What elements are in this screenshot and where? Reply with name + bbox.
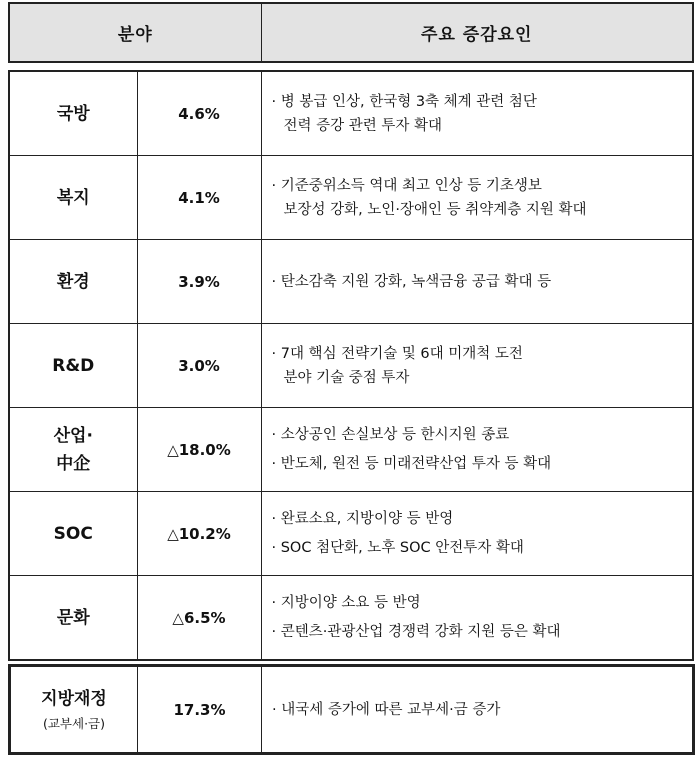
bullet-item [272, 423, 685, 447]
field-cell [9, 408, 137, 492]
bullet-item [272, 536, 685, 560]
field-sublabel: (교부세·금) [42, 715, 106, 731]
factors-cell: · 내국세 증가에 따른 교부세·금 증가 [262, 666, 694, 754]
bullet-item [272, 452, 685, 476]
bullet-line: · 반도체, 원전 등 미래전략산업 투자 등 확대 [271, 456, 552, 472]
bullet-line: · 완료소요, 지방이양 등 반영 [271, 511, 454, 527]
field-cell: SOC [9, 492, 137, 576]
field-cell: 환경 [9, 240, 137, 324]
factors-cell [261, 408, 693, 492]
rate-cell: 3.0% [137, 324, 261, 408]
table-row [9, 324, 693, 408]
rate-cell: △18.0% [137, 408, 261, 492]
header-table [8, 2, 694, 63]
rate-cell: △10.2% [137, 492, 261, 576]
rate-cell: 4.6% [137, 71, 261, 156]
budget-table-body [9, 71, 693, 660]
bullet-line: · SOC 첨단화, 노후 SOC 안전투자 확대 [271, 540, 524, 556]
bullet-line: · 기준중위소득 역대 최고 인상 등 기초생보 [271, 177, 542, 194]
rate-cell: 3.9% [137, 240, 261, 324]
field-label-line: 中企 [56, 453, 91, 474]
bullet-line: 분야 기술 중점 투자 [283, 369, 410, 386]
bullet-item [272, 342, 685, 390]
bullet-item [272, 90, 685, 138]
factors-cell [261, 156, 693, 240]
bullet-item [272, 174, 685, 222]
table-row [10, 666, 694, 754]
bullet-item [272, 507, 685, 531]
rate-cell: △6.5% [137, 576, 261, 661]
bullet-line: · 탄소감축 지원 강화, 녹색금융 공급 확대 등 [271, 273, 552, 290]
bullet-line: · 7대 핵심 전략기술 및 6대 미개척 도전 [271, 345, 523, 362]
table-row [9, 71, 693, 156]
field-cell: R&D [9, 324, 137, 408]
field-cell [10, 666, 138, 754]
bullet-line: 전력 증강 관련 투자 확대 [283, 117, 443, 134]
bullet-item [272, 620, 685, 644]
rate-cell: 17.3% [138, 666, 262, 754]
table-row [9, 156, 693, 240]
bullet-line: · 병 봉급 인상, 한국형 3축 체계 관련 첨단 [271, 93, 537, 110]
field-cell: 문화 [9, 576, 137, 661]
table-row [9, 240, 693, 324]
factors-header: 주요 증감요인 [261, 3, 693, 62]
local-finance-table [8, 664, 695, 755]
field-cell: 복지 [9, 156, 137, 240]
factors-cell [261, 240, 693, 324]
factors-cell [261, 324, 693, 408]
field-label: 지방재정 [41, 688, 107, 709]
factors-cell [261, 492, 693, 576]
table-row [9, 492, 693, 576]
bullet-item [272, 591, 685, 615]
bullet-line: 보장성 강화, 노인·장애인 등 취약계층 지원 확대 [283, 201, 587, 218]
field-label-line: 산업· [53, 425, 93, 446]
table-row [9, 576, 693, 661]
table-row [9, 408, 693, 492]
factors-cell [261, 71, 693, 156]
budget-table [8, 70, 694, 661]
factors-cell [261, 576, 693, 661]
field-cell: 국방 [9, 71, 137, 156]
field-header: 분야 [9, 3, 261, 62]
bullet-line: · 콘텐츠·관광산업 경쟁력 강화 지원 등은 확대 [271, 624, 561, 640]
bullet-line: · 지방이양 소요 등 반영 [271, 595, 421, 611]
rate-cell: 4.1% [137, 156, 261, 240]
bullet-item [272, 270, 685, 294]
bullet-line: · 소상공인 손실보상 등 한시지원 종료 [271, 427, 510, 443]
